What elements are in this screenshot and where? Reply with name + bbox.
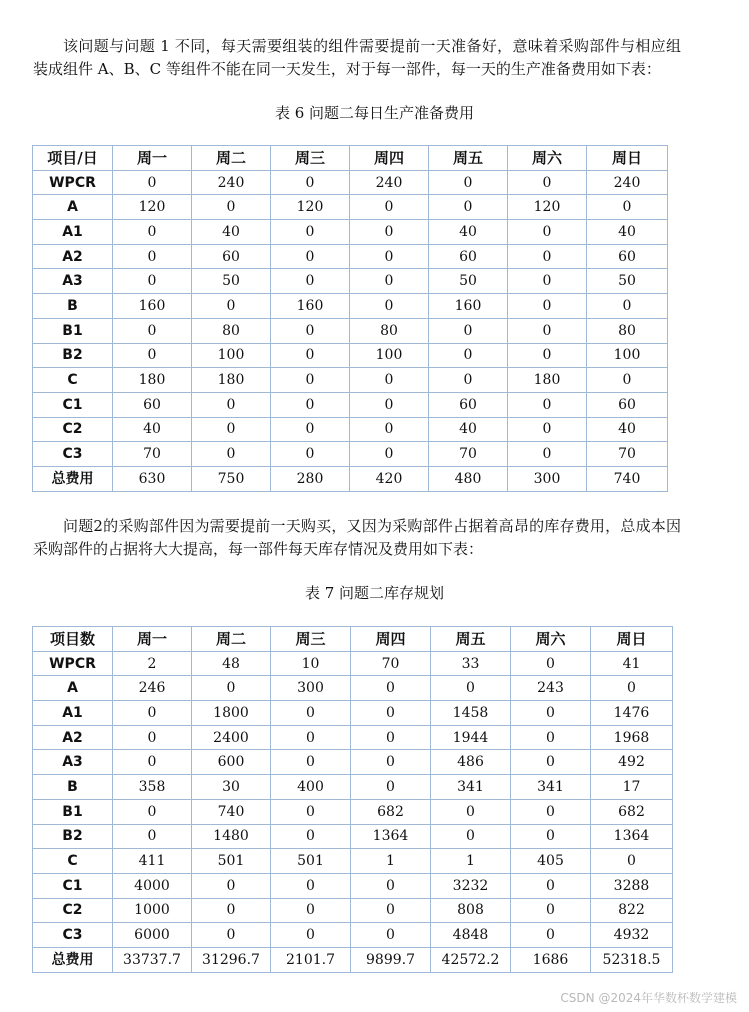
row-label-cell: C2 (33, 417, 113, 442)
value-cell: 60 (429, 244, 508, 269)
row-label-cell: A2 (33, 725, 113, 750)
row-label-cell: A3 (33, 269, 113, 294)
row-label-cell: C (33, 368, 113, 393)
value-cell: 0 (271, 269, 350, 294)
row-label-cell: B1 (33, 318, 113, 343)
value-cell: 0 (511, 873, 591, 898)
table-row (33, 799, 673, 824)
value-cell: 0 (351, 873, 431, 898)
value-cell: 0 (350, 368, 429, 393)
value-cell: 492 (591, 750, 673, 775)
table-row (33, 170, 668, 195)
value-cell: 42572.2 (431, 947, 511, 972)
value-cell: 0 (591, 849, 673, 874)
header-cell: 周六 (511, 627, 591, 652)
table-row (33, 898, 673, 923)
value-cell: 740 (192, 799, 271, 824)
value-cell: 6000 (113, 923, 192, 948)
value-cell: 9899.7 (351, 947, 431, 972)
value-cell: 0 (192, 873, 271, 898)
value-cell: 2101.7 (271, 947, 351, 972)
header-row (33, 146, 668, 171)
value-cell: 0 (192, 417, 271, 442)
value-cell: 682 (591, 799, 673, 824)
table-row (33, 651, 673, 676)
value-cell: 0 (511, 923, 591, 948)
value-cell: 0 (350, 417, 429, 442)
row-label-cell: B (33, 775, 113, 800)
row-label-cell: C (33, 849, 113, 874)
value-cell: 120 (113, 195, 192, 220)
value-cell: 0 (271, 799, 351, 824)
value-cell: 70 (429, 442, 508, 467)
value-cell: 0 (508, 220, 587, 245)
value-cell: 0 (429, 195, 508, 220)
value-cell: 300 (271, 676, 351, 701)
inventory-table-header (33, 627, 673, 652)
table-row (33, 392, 668, 417)
header-cell: 周五 (429, 146, 508, 171)
header-cell: 周三 (271, 146, 350, 171)
value-cell: 0 (511, 725, 591, 750)
value-cell: 0 (113, 824, 192, 849)
value-cell: 0 (271, 824, 351, 849)
value-cell: 0 (113, 244, 192, 269)
value-cell: 41 (591, 651, 673, 676)
table-row (33, 417, 668, 442)
value-cell: 0 (192, 294, 271, 319)
inventory-paragraph: 问题2的采购部件因为需要提前一天购买，又因为采购部件占据着高昂的库存费用，总成本因采购部件的占据将大大提高，每一部件每天库存情况及费用如下表： (33, 517, 681, 558)
header-cell: 周三 (271, 627, 351, 652)
row-label-cell: C3 (33, 442, 113, 467)
value-cell: 0 (350, 392, 429, 417)
table2-caption: 表 7 问题二库存规划 (304, 584, 445, 602)
row-label-cell: A (33, 195, 113, 220)
header-cell: 周日 (587, 146, 668, 171)
row-label-cell: B (33, 294, 113, 319)
value-cell: 0 (192, 195, 271, 220)
value-cell: 0 (192, 442, 271, 467)
value-cell: 0 (271, 873, 351, 898)
row-label-cell: B1 (33, 799, 113, 824)
value-cell: 1480 (192, 824, 271, 849)
value-cell: 0 (271, 898, 351, 923)
value-cell: 1 (351, 849, 431, 874)
value-cell: 100 (192, 343, 271, 368)
row-label-cell: A3 (33, 750, 113, 775)
value-cell: 48 (192, 651, 271, 676)
value-cell: 1364 (591, 824, 673, 849)
value-cell: 0 (431, 676, 511, 701)
value-cell: 0 (351, 750, 431, 775)
value-cell: 0 (511, 701, 591, 726)
value-cell: 0 (192, 392, 271, 417)
value-cell: 0 (429, 318, 508, 343)
value-cell: 160 (113, 294, 192, 319)
row-label-cell: C1 (33, 392, 113, 417)
value-cell: 0 (511, 799, 591, 824)
value-cell: 0 (271, 725, 351, 750)
watermark: CSDN @2024年华数杯数学建模 (560, 991, 737, 1005)
row-label-cell: WPCR (33, 651, 113, 676)
value-cell: 1000 (113, 898, 192, 923)
value-cell: 70 (587, 442, 668, 467)
value-cell: 0 (587, 195, 668, 220)
value-cell: 120 (271, 195, 350, 220)
table-row (33, 244, 668, 269)
value-cell: 0 (350, 294, 429, 319)
value-cell: 0 (511, 898, 591, 923)
header-row (33, 627, 673, 652)
value-cell: 480 (429, 466, 508, 491)
row-label-cell: 总费用 (33, 947, 113, 972)
value-cell: 0 (508, 343, 587, 368)
value-cell: 0 (429, 343, 508, 368)
value-cell: 0 (192, 676, 271, 701)
value-cell: 0 (113, 220, 192, 245)
row-label-cell: A1 (33, 701, 113, 726)
value-cell: 1476 (591, 701, 673, 726)
header-cell: 周五 (431, 627, 511, 652)
value-cell: 411 (113, 849, 192, 874)
setup-cost-table-header (33, 146, 668, 171)
value-cell: 40 (587, 220, 668, 245)
table-row (33, 368, 668, 393)
value-cell: 1458 (431, 701, 511, 726)
inventory-table-body (33, 651, 673, 972)
value-cell: 0 (113, 269, 192, 294)
value-cell: 2400 (192, 725, 271, 750)
table-row (33, 294, 668, 319)
value-cell: 1968 (591, 725, 673, 750)
table-row (33, 220, 668, 245)
table-row (33, 442, 668, 467)
value-cell: 0 (511, 750, 591, 775)
value-cell: 420 (350, 466, 429, 491)
value-cell: 0 (511, 824, 591, 849)
value-cell: 0 (271, 220, 350, 245)
value-cell: 600 (192, 750, 271, 775)
value-cell: 822 (591, 898, 673, 923)
value-cell: 243 (511, 676, 591, 701)
table-row (33, 701, 673, 726)
value-cell: 0 (351, 775, 431, 800)
value-cell: 31296.7 (192, 947, 271, 972)
value-cell: 0 (113, 701, 192, 726)
value-cell: 280 (271, 466, 350, 491)
value-cell: 0 (508, 244, 587, 269)
value-cell: 1 (431, 849, 511, 874)
value-cell: 0 (113, 318, 192, 343)
row-label-cell: B2 (33, 824, 113, 849)
value-cell: 501 (271, 849, 351, 874)
table-row (33, 318, 668, 343)
value-cell: 0 (350, 442, 429, 467)
value-cell: 0 (271, 244, 350, 269)
value-cell: 180 (113, 368, 192, 393)
value-cell: 240 (192, 170, 271, 195)
value-cell: 0 (271, 368, 350, 393)
value-cell: 240 (350, 170, 429, 195)
value-cell: 750 (192, 466, 271, 491)
value-cell: 70 (351, 651, 431, 676)
value-cell: 0 (271, 750, 351, 775)
value-cell: 0 (508, 442, 587, 467)
value-cell: 0 (508, 269, 587, 294)
value-cell: 80 (350, 318, 429, 343)
value-cell: 240 (587, 170, 668, 195)
value-cell: 60 (429, 392, 508, 417)
value-cell: 341 (511, 775, 591, 800)
value-cell: 4000 (113, 873, 192, 898)
value-cell: 40 (429, 220, 508, 245)
row-label-cell: WPCR (33, 170, 113, 195)
value-cell: 300 (508, 466, 587, 491)
value-cell: 100 (350, 343, 429, 368)
value-cell: 0 (429, 368, 508, 393)
value-cell: 1944 (431, 725, 511, 750)
value-cell: 40 (587, 417, 668, 442)
intro-paragraph: 该问题与问题 1 不同，每天需要组装的组件需要提前一天准备好，意味着采购部件与相应组装成组件 A、B、C 等组件不能在同一天发生，对于每一部件，每一天的生产准备费用如下表： (33, 37, 681, 78)
inventory-table (32, 626, 673, 973)
value-cell: 60 (587, 244, 668, 269)
value-cell: 0 (350, 220, 429, 245)
table-row (33, 343, 668, 368)
value-cell: 160 (429, 294, 508, 319)
value-cell: 0 (192, 923, 271, 948)
header-cell: 周二 (192, 627, 271, 652)
value-cell: 0 (351, 923, 431, 948)
table-row (33, 466, 668, 491)
header-cell: 周二 (192, 146, 271, 171)
table-row (33, 824, 673, 849)
value-cell: 160 (271, 294, 350, 319)
value-cell: 1686 (511, 947, 591, 972)
value-cell: 0 (113, 799, 192, 824)
value-cell: 0 (271, 343, 350, 368)
value-cell: 808 (431, 898, 511, 923)
value-cell: 246 (113, 676, 192, 701)
table-row (33, 676, 673, 701)
table-row (33, 195, 668, 220)
value-cell: 0 (587, 368, 668, 393)
value-cell: 0 (508, 170, 587, 195)
value-cell: 0 (271, 701, 351, 726)
value-cell: 60 (113, 392, 192, 417)
value-cell: 0 (271, 318, 350, 343)
header-cell: 周一 (113, 627, 192, 652)
value-cell: 60 (587, 392, 668, 417)
value-cell: 0 (271, 442, 350, 467)
value-cell: 0 (271, 170, 350, 195)
table1-caption: 表 6 问题二每日生产准备费用 (274, 104, 475, 122)
value-cell: 0 (511, 651, 591, 676)
value-cell: 50 (429, 269, 508, 294)
header-cell: 周四 (350, 146, 429, 171)
header-cell: 周一 (113, 146, 192, 171)
value-cell: 0 (113, 170, 192, 195)
value-cell: 1364 (351, 824, 431, 849)
value-cell: 0 (508, 318, 587, 343)
header-cell: 项目/日 (33, 146, 113, 171)
value-cell: 0 (351, 676, 431, 701)
value-cell: 4848 (431, 923, 511, 948)
row-label-cell: 总费用 (33, 466, 113, 491)
row-label-cell: C3 (33, 923, 113, 948)
value-cell: 358 (113, 775, 192, 800)
value-cell: 0 (351, 898, 431, 923)
value-cell: 180 (508, 368, 587, 393)
value-cell: 0 (271, 417, 350, 442)
table-row (33, 849, 673, 874)
value-cell: 0 (351, 701, 431, 726)
value-cell: 0 (587, 294, 668, 319)
value-cell: 0 (508, 417, 587, 442)
table-row (33, 750, 673, 775)
value-cell: 40 (429, 417, 508, 442)
value-cell: 30 (192, 775, 271, 800)
header-cell: 周六 (508, 146, 587, 171)
value-cell: 400 (271, 775, 351, 800)
value-cell: 405 (511, 849, 591, 874)
setup-cost-table (32, 145, 668, 492)
value-cell: 740 (587, 466, 668, 491)
value-cell: 50 (587, 269, 668, 294)
row-label-cell: A1 (33, 220, 113, 245)
value-cell: 0 (113, 750, 192, 775)
value-cell: 0 (591, 676, 673, 701)
value-cell: 630 (113, 466, 192, 491)
value-cell: 0 (508, 392, 587, 417)
header-cell: 周日 (591, 627, 673, 652)
value-cell: 60 (192, 244, 271, 269)
value-cell: 40 (192, 220, 271, 245)
value-cell: 0 (351, 725, 431, 750)
value-cell: 0 (350, 244, 429, 269)
table-row (33, 775, 673, 800)
table-row (33, 923, 673, 948)
table-row (33, 873, 673, 898)
setup-cost-table-body (33, 170, 668, 491)
row-label-cell: B2 (33, 343, 113, 368)
value-cell: 50 (192, 269, 271, 294)
value-cell: 0 (113, 343, 192, 368)
value-cell: 0 (431, 799, 511, 824)
value-cell: 0 (350, 195, 429, 220)
row-label-cell: A (33, 676, 113, 701)
value-cell: 0 (431, 824, 511, 849)
value-cell: 0 (429, 170, 508, 195)
value-cell: 10 (271, 651, 351, 676)
value-cell: 2 (113, 651, 192, 676)
value-cell: 0 (113, 725, 192, 750)
value-cell: 0 (508, 294, 587, 319)
header-cell: 周四 (351, 627, 431, 652)
value-cell: 0 (271, 923, 351, 948)
value-cell: 52318.5 (591, 947, 673, 972)
value-cell: 682 (351, 799, 431, 824)
value-cell: 70 (113, 442, 192, 467)
row-label-cell: C1 (33, 873, 113, 898)
value-cell: 486 (431, 750, 511, 775)
table-row (33, 725, 673, 750)
row-label-cell: C2 (33, 898, 113, 923)
value-cell: 17 (591, 775, 673, 800)
row-label-cell: A2 (33, 244, 113, 269)
value-cell: 0 (350, 269, 429, 294)
value-cell: 4932 (591, 923, 673, 948)
value-cell: 33737.7 (113, 947, 192, 972)
value-cell: 1800 (192, 701, 271, 726)
value-cell: 180 (192, 368, 271, 393)
table-row (33, 947, 673, 972)
value-cell: 100 (587, 343, 668, 368)
value-cell: 3232 (431, 873, 511, 898)
header-cell: 项目数 (33, 627, 113, 652)
table-row (33, 269, 668, 294)
value-cell: 120 (508, 195, 587, 220)
value-cell: 501 (192, 849, 271, 874)
value-cell: 0 (192, 898, 271, 923)
value-cell: 80 (587, 318, 668, 343)
value-cell: 80 (192, 318, 271, 343)
value-cell: 3288 (591, 873, 673, 898)
value-cell: 33 (431, 651, 511, 676)
value-cell: 341 (431, 775, 511, 800)
value-cell: 0 (271, 392, 350, 417)
value-cell: 40 (113, 417, 192, 442)
